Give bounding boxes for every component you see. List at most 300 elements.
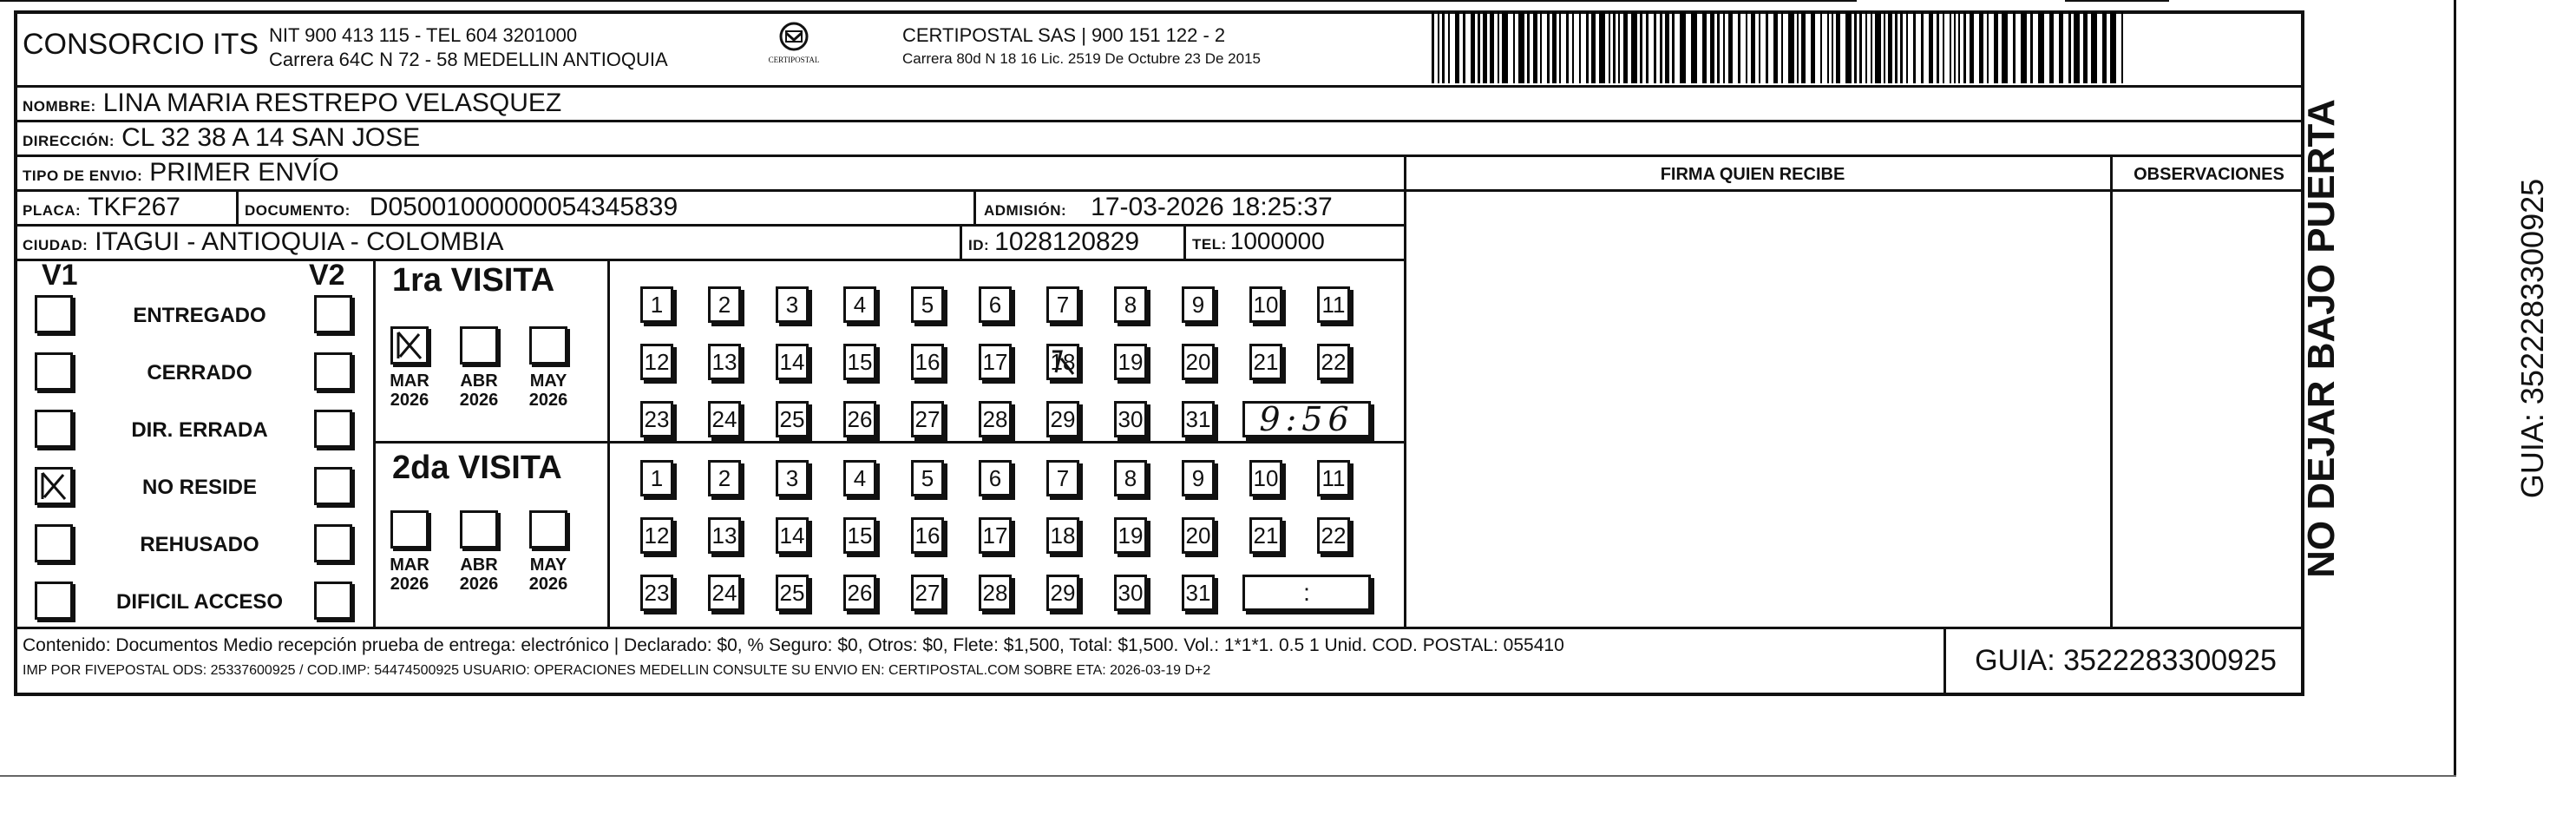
day-cell[interactable]	[843, 575, 876, 611]
documento-row	[245, 193, 678, 224]
month-label: MAY 2026	[528, 371, 568, 410]
barcode-bar	[1759, 12, 1760, 83]
day-cell[interactable]	[1114, 575, 1147, 611]
divider-visits	[373, 441, 1404, 444]
barcode-bar	[1906, 12, 1908, 83]
day-cell[interactable]	[1249, 517, 1282, 554]
month-checkbox[interactable]	[529, 326, 567, 365]
day-cell[interactable]	[1317, 517, 1350, 554]
barcode-bar	[2002, 12, 2008, 83]
day-cell[interactable]	[911, 401, 944, 437]
id-label: ID:	[968, 237, 990, 253]
barcode-bar	[1498, 12, 1499, 83]
day-cell[interactable]	[911, 517, 944, 554]
v2-checkbox[interactable]	[314, 410, 352, 448]
day-cell[interactable]	[1046, 401, 1079, 437]
day-cell[interactable]	[1317, 460, 1350, 496]
status-option-label: NO RESIDE	[141, 476, 258, 499]
v2-checkbox[interactable]	[314, 467, 352, 505]
day-number: 8	[1124, 291, 1137, 318]
documento-label: DOCUMENTO:	[245, 202, 351, 219]
day-cell[interactable]	[640, 286, 673, 323]
divider-nombre	[14, 120, 2304, 122]
day-cell[interactable]	[708, 286, 741, 323]
day-cell[interactable]	[776, 575, 809, 611]
barcode-bar	[1438, 12, 1439, 83]
barcode-bar	[1471, 12, 1475, 83]
visit2-time-box[interactable]	[1242, 575, 1371, 611]
day-number: 25	[779, 579, 805, 606]
barcode-bar	[1921, 12, 1924, 83]
day-cell[interactable]	[1182, 286, 1215, 323]
v1-header: V1	[42, 259, 78, 292]
barcode-bar	[1640, 12, 1642, 83]
day-cell[interactable]	[1114, 460, 1147, 496]
month-label: ABR 2026	[459, 555, 499, 594]
barcode-bar	[1680, 12, 1686, 83]
barcode-bar	[1963, 12, 1966, 83]
day-number: 14	[779, 522, 805, 549]
barcode-bar	[1518, 12, 1524, 83]
month-checkbox[interactable]	[529, 510, 567, 549]
barcode-bar	[1702, 12, 1707, 83]
observaciones-label: OBSERVACIONES	[2134, 165, 2284, 184]
barcode-bar	[1937, 12, 1939, 83]
day-number: 28	[982, 579, 1008, 606]
admision-value: 17-03-2026 18:25:37	[1091, 193, 1333, 221]
day-cell[interactable]	[708, 517, 741, 554]
barcode-bar	[1738, 12, 1740, 83]
day-cell[interactable]	[708, 460, 741, 496]
barcode-bar	[2059, 12, 2063, 83]
day-cell[interactable]	[1182, 460, 1215, 496]
direccion-row	[23, 123, 420, 154]
day-cell[interactable]	[1182, 401, 1215, 437]
barcode-bar	[2068, 12, 2071, 83]
day-cell[interactable]	[776, 460, 809, 496]
x-mark-icon	[37, 470, 70, 503]
certipostal-logo-text: CERTIPOSTAL	[768, 56, 820, 64]
barcode-bar	[1613, 12, 1616, 83]
barcode-bar	[1979, 12, 1983, 83]
barcode-bar	[1913, 12, 1916, 83]
nombre-value: LINA MARIA RESTREPO VELASQUEZ	[102, 89, 562, 117]
barcode-bar	[1672, 12, 1675, 83]
top-rule	[0, 0, 1857, 2]
barcode-bar	[2121, 12, 2123, 83]
barcode-bar	[1751, 12, 1755, 83]
day-cell[interactable]	[979, 517, 1012, 554]
month-checkbox[interactable]	[460, 326, 498, 365]
visit1-time: 9:56	[1259, 400, 1354, 438]
status-option-label: ENTREGADO	[133, 304, 266, 327]
company-nit: NIT 900 413 115 - TEL 604 3201000	[269, 24, 578, 46]
day-number: 14	[779, 348, 805, 375]
day-number: 27	[914, 405, 941, 432]
barcode-bar	[1527, 12, 1530, 83]
day-number: 29	[1050, 579, 1076, 606]
day-number: 9	[1191, 291, 1205, 318]
day-cell[interactable]	[1114, 517, 1147, 554]
visit1-time-box[interactable]	[1242, 401, 1371, 437]
month-checkbox[interactable]	[460, 510, 498, 549]
day-number: 6	[988, 291, 1002, 318]
footer-line2: IMP POR FIVEPOSTAL ODS: 25337600925 / COD.IMP: 54474500925 USUARIO: OPERACIONES MEDELLIN CONSULTE SU ENVIO EN: CERTIPOSTAL.COM SOBRE ETA: 2026-03-19 D+2	[23, 663, 1211, 678]
barcode-bar	[1811, 12, 1815, 83]
barcode-bar	[1987, 12, 1989, 83]
day-number: 10	[1253, 464, 1279, 491]
day-cell[interactable]	[911, 575, 944, 611]
day-number: 22	[1321, 522, 1347, 549]
day-cell[interactable]	[1046, 460, 1079, 496]
barcode-bar	[2083, 12, 2088, 83]
company-name: CONSORCIO ITS	[23, 28, 259, 61]
barcode-bar	[1552, 12, 1557, 83]
direccion-label: DIRECCIÓN:	[23, 133, 115, 149]
day-cell[interactable]	[1114, 286, 1147, 323]
barcode-bar	[1994, 12, 1998, 83]
month-label: MAY 2026	[528, 555, 568, 594]
admision-label: ADMISIÓN:	[984, 202, 1067, 219]
day-cell[interactable]	[708, 401, 741, 437]
day-cell[interactable]	[911, 460, 944, 496]
day-number: 21	[1253, 522, 1279, 549]
observaciones-area[interactable]	[2114, 193, 2303, 625]
day-number: 30	[1118, 579, 1144, 606]
barcode-bar	[1665, 12, 1669, 83]
day-cell[interactable]	[979, 286, 1012, 323]
barcode-bar	[1788, 12, 1794, 83]
day-number: 26	[847, 579, 873, 606]
day-cell[interactable]	[1182, 517, 1215, 554]
divider-doc-admision	[973, 189, 976, 226]
day-number: 12	[644, 522, 670, 549]
company-address: Carrera 64C N 72 - 58 MEDELLIN ANTIOQUIA	[269, 49, 668, 70]
barcode-bar	[1723, 12, 1725, 83]
day-cell[interactable]	[911, 344, 944, 380]
day-number: 21	[1253, 348, 1279, 375]
day-cell[interactable]	[776, 401, 809, 437]
tel-value: 1000000	[1229, 227, 1325, 254]
day-number: 11	[1321, 464, 1346, 491]
day-number: 24	[711, 579, 737, 606]
barcode-bar	[1871, 12, 1872, 83]
barcode-bar	[1717, 12, 1720, 83]
divider-id-tel	[1183, 224, 1186, 260]
side-warning: NO DEJAR BAJO PUERTA	[2299, 99, 2343, 578]
header-divider	[14, 85, 2304, 88]
day-cell[interactable]	[1317, 286, 1350, 323]
barcode-bar	[1827, 12, 1829, 83]
divider-firma-obs	[2110, 154, 2113, 627]
carrier-license: Carrera 80d N 18 16 Lic. 2519 De Octubre 23 De 2015	[902, 50, 1261, 67]
barcode-bar	[1773, 12, 1778, 83]
barcode-bar	[1572, 12, 1574, 83]
day-number: 5	[921, 291, 934, 318]
barcode-bar	[1854, 12, 1857, 83]
day-cell[interactable]	[776, 517, 809, 554]
day-number: 16	[914, 348, 941, 375]
barcode-bar	[1432, 12, 1434, 83]
day-cell[interactable]	[1249, 460, 1282, 496]
barcode-bar	[1950, 12, 1951, 83]
v1-checkbox[interactable]	[35, 524, 73, 562]
v2-header: V2	[309, 259, 345, 292]
day-number: 3	[785, 464, 799, 491]
day-mark-icon	[1049, 346, 1078, 384]
day-cell[interactable]	[1046, 575, 1079, 611]
visit2-title: 2da VISITA	[392, 450, 562, 486]
day-cell[interactable]	[979, 344, 1012, 380]
barcode-bar	[2091, 12, 2097, 83]
barcode-bar	[1540, 12, 1542, 83]
barcode-bar	[1502, 12, 1508, 83]
day-number: 19	[1118, 522, 1144, 549]
divider-ciudad-id	[960, 224, 962, 260]
day-number: 31	[1185, 579, 1211, 606]
id-value: 1028120829	[994, 227, 1140, 256]
barcode-bar	[1801, 12, 1806, 83]
barcode-bar	[1599, 12, 1605, 83]
divider-placa	[14, 224, 1404, 227]
barcode-bar	[1559, 12, 1561, 83]
day-number: 10	[1253, 291, 1279, 318]
day-cell[interactable]	[640, 517, 673, 554]
day-number: 23	[644, 405, 670, 432]
month-label: MAR 2026	[390, 555, 429, 594]
barcode-bar	[1631, 12, 1637, 83]
documento-value: D05001000000054345839	[369, 193, 678, 221]
barcode-bar	[1566, 12, 1569, 83]
status-option-label: REHUSADO	[140, 533, 259, 556]
day-cell[interactable]	[1114, 344, 1147, 380]
day-number: 9	[1191, 464, 1205, 491]
v1-checkbox[interactable]	[35, 582, 73, 620]
month-label: ABR 2026	[459, 371, 499, 410]
barcode-bar	[1646, 12, 1649, 83]
barcode-bar	[1929, 12, 1933, 83]
day-number: 17	[982, 348, 1008, 375]
day-number: 2	[718, 464, 731, 491]
day-cell[interactable]	[1317, 344, 1350, 380]
barcode-bar	[1900, 12, 1903, 83]
barcode-bar	[1455, 12, 1459, 83]
day-number: 29	[1050, 405, 1076, 432]
barcode-bar	[1463, 12, 1465, 83]
day-number: 3	[785, 291, 799, 318]
v2-checkbox[interactable]	[314, 295, 352, 333]
v1-checkbox[interactable]	[35, 467, 73, 505]
barcode-bar	[1513, 12, 1515, 83]
tipo-value: PRIMER ENVÍO	[149, 158, 339, 187]
day-cell[interactable]	[911, 286, 944, 323]
month-label: MAR 2026	[390, 371, 429, 410]
day-number: 15	[847, 522, 873, 549]
bottom-cut-line	[0, 775, 2456, 777]
day-number: 7	[1056, 291, 1070, 318]
barcode-bar	[1746, 12, 1747, 83]
day-number: 8	[1124, 464, 1137, 491]
month-checkbox[interactable]	[390, 510, 429, 549]
barcode-bar	[1654, 12, 1656, 83]
placa-value: TKF267	[88, 193, 180, 221]
day-cell[interactable]	[843, 344, 876, 380]
day-cell[interactable]	[843, 517, 876, 554]
direccion-value: CL 32 38 A 14 SAN JOSE	[121, 123, 421, 152]
barcode-bar	[2102, 12, 2107, 83]
day-number: 25	[779, 405, 805, 432]
firma-area[interactable]	[1407, 193, 2108, 625]
day-number: 20	[1185, 348, 1211, 375]
day-cell[interactable]	[979, 575, 1012, 611]
day-number: 31	[1185, 405, 1211, 432]
day-cell[interactable]	[843, 460, 876, 496]
divider-ciudad	[14, 259, 1404, 261]
certipostal-logo	[764, 19, 824, 71]
top-rule-right	[2065, 0, 2169, 2]
day-cell[interactable]	[776, 286, 809, 323]
day-number: 7	[1056, 464, 1070, 491]
v2-checkbox[interactable]	[314, 524, 352, 562]
barcode-bar	[1579, 12, 1581, 83]
barcode-bar	[2013, 12, 2016, 83]
barcode-bar	[1623, 12, 1628, 83]
divider-footer	[14, 627, 2304, 629]
barcode-bar	[1943, 12, 1944, 83]
day-cell[interactable]	[640, 344, 673, 380]
v1-checkbox[interactable]	[35, 295, 73, 333]
tel-row	[1192, 227, 1325, 259]
barcode-bar	[1888, 12, 1892, 83]
day-number: 24	[711, 405, 737, 432]
day-number: 15	[847, 348, 873, 375]
day-number: 19	[1118, 348, 1144, 375]
id-row	[968, 227, 1139, 259]
month-checkbox[interactable]	[390, 326, 429, 365]
day-number: 5	[921, 464, 934, 491]
visit2-time: :	[1303, 579, 1310, 606]
barcode-bar	[1859, 12, 1862, 83]
day-number: 18	[1050, 348, 1076, 375]
barcode-bar	[1820, 12, 1822, 83]
day-number: 2	[718, 291, 731, 318]
barcode-bar	[1836, 12, 1840, 83]
barcode-bar	[1710, 12, 1714, 83]
v1-checkbox[interactable]	[35, 352, 73, 391]
barcode-bar	[2030, 12, 2033, 83]
day-number: 27	[914, 579, 941, 606]
divider-direccion	[14, 154, 2304, 157]
barcode-bar	[1591, 12, 1596, 83]
nombre-row	[23, 89, 561, 120]
barcode-bar	[1448, 12, 1450, 83]
barcode-bar	[1533, 12, 1537, 83]
day-cell[interactable]	[708, 575, 741, 611]
day-number: 6	[988, 464, 1002, 491]
barcode-bar	[1586, 12, 1589, 83]
day-cell[interactable]	[1182, 344, 1215, 380]
day-cell[interactable]	[843, 286, 876, 323]
barcode-bar	[2110, 12, 2116, 83]
day-cell[interactable]	[979, 460, 1012, 496]
day-cell[interactable]	[1046, 286, 1079, 323]
day-number: 11	[1321, 291, 1346, 318]
placa-row	[23, 193, 180, 224]
barcode-bar	[2021, 12, 2027, 83]
day-number: 4	[853, 464, 867, 491]
barcode	[1432, 12, 2134, 83]
day-number: 1	[650, 464, 664, 491]
status-option-label: DIR. ERRADA	[131, 418, 268, 442]
barcode-bar	[1547, 12, 1550, 83]
firma-label: FIRMA QUIEN RECIBE	[1660, 165, 1845, 184]
ciudad-row	[23, 227, 503, 259]
day-number: 13	[711, 522, 737, 549]
day-cell[interactable]	[640, 401, 673, 437]
tipo-label: TIPO DE ENVIO:	[23, 168, 143, 184]
day-number: 12	[644, 348, 670, 375]
tipo-row	[23, 158, 339, 189]
barcode-bar	[1954, 12, 1956, 83]
day-cell[interactable]	[1249, 286, 1282, 323]
barcode-bar	[1832, 12, 1833, 83]
day-cell[interactable]	[1046, 517, 1079, 554]
day-cell[interactable]	[1249, 344, 1282, 380]
barcode-bar	[1660, 12, 1662, 83]
side-text-block	[2299, 52, 2550, 625]
v2-checkbox[interactable]	[314, 582, 352, 620]
barcode-bar	[1865, 12, 1867, 83]
day-number: 16	[914, 522, 941, 549]
day-cell[interactable]	[843, 401, 876, 437]
day-number: 1	[650, 291, 664, 318]
barcode-bar	[1442, 12, 1445, 83]
barcode-bar	[1845, 12, 1852, 83]
divider-tipo	[14, 189, 2304, 192]
v1-checkbox[interactable]	[35, 410, 73, 448]
admision-row	[984, 193, 1333, 224]
barcode-bar	[1618, 12, 1620, 83]
day-cell[interactable]	[708, 344, 741, 380]
barcode-bar	[1884, 12, 1885, 83]
divider-footer-guia	[1943, 627, 1946, 696]
status-option-label: DIFICIL ACCESO	[115, 590, 283, 614]
barcode-bar	[2049, 12, 2054, 83]
day-cell[interactable]	[776, 344, 809, 380]
barcode-bar	[1609, 12, 1610, 83]
day-cell[interactable]	[640, 460, 673, 496]
barcode-bar	[1728, 12, 1733, 83]
day-number: 20	[1185, 522, 1211, 549]
day-cell[interactable]	[1046, 344, 1079, 380]
barcode-bar	[1766, 12, 1768, 83]
footer-line1: Contenido: Documentos Medio recepción prueba de entrega: electrónico | Declarado: $0, % Seguro: $0, Otros: $0, Flete: $1,500, Total: $1,500. Vol.: 1*1*1. 0.5 1 Unid. COD. POSTAL: 055410	[23, 635, 1564, 655]
barcode-bar	[2038, 12, 2044, 83]
nombre-label: NOMBRE:	[23, 98, 96, 115]
barcode-bar	[1970, 12, 1974, 83]
divider-form-firma	[1404, 154, 1406, 627]
ciudad-label: CIUDAD:	[23, 237, 88, 253]
day-cell[interactable]	[1182, 575, 1215, 611]
day-number: 18	[1050, 522, 1076, 549]
day-cell[interactable]	[1114, 401, 1147, 437]
barcode-bar	[1691, 12, 1697, 83]
v2-checkbox[interactable]	[314, 352, 352, 391]
x-mark-icon	[393, 329, 426, 362]
day-cell[interactable]	[979, 401, 1012, 437]
day-cell[interactable]	[640, 575, 673, 611]
carrier-name: CERTIPOSTAL SAS | 900 151 122 - 2	[902, 24, 1226, 46]
